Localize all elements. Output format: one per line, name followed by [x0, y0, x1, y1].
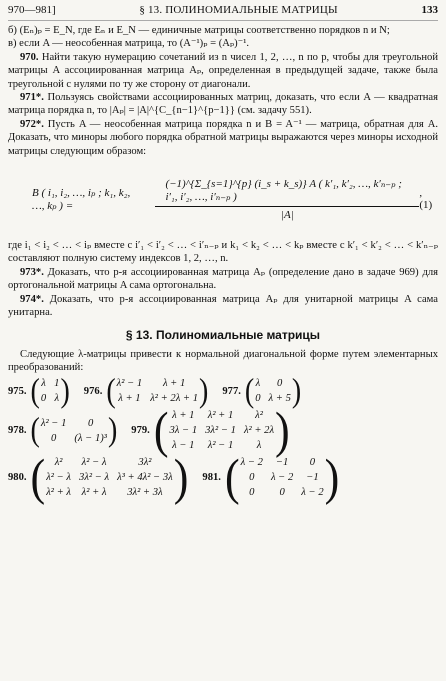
lambda-matrix: [244, 372, 302, 410]
matrix-cell: 3λ² + 3λ: [127, 487, 163, 499]
matrix-cell: λ − 1: [172, 440, 195, 452]
matrix-cell: λ² + λ: [46, 487, 72, 499]
matrix-cell: 0: [50, 432, 57, 444]
matrix-cell: 0: [249, 472, 255, 484]
matrix-cell: (λ − 1)³: [74, 432, 107, 444]
exercise-978: [8, 412, 118, 450]
equation-number: , (1): [419, 187, 433, 212]
right-paren: ): [199, 372, 209, 410]
header-chapter: § 13. ПОЛИНОМИАЛЬНЫЕ МАТРИЦЫ: [139, 4, 338, 16]
exercise-980: [8, 449, 189, 506]
running-header: [8, 4, 438, 21]
matrix-cell: 0: [279, 487, 285, 499]
right-paren: ): [60, 372, 70, 410]
exercise-number: 978.: [8, 425, 27, 437]
right-paren: ): [107, 412, 118, 450]
matrix-cell: 1: [54, 378, 60, 390]
problems-text-block: [8, 24, 438, 158]
problem-970: [8, 51, 438, 91]
matrix-cell: −1: [306, 472, 319, 484]
problem-text: Доказать, что p-я ассоциированная матрица Aₚ для унитарной матрицы A сама унитарна.: [8, 293, 438, 319]
exercise-number: 977.: [222, 385, 241, 397]
matrix-cell: 3λ² − λ: [79, 472, 110, 484]
after-formula-block: [8, 239, 438, 319]
left-paren: (: [30, 449, 46, 506]
problem-text: Найти такую нумерацию сочетаний из n чисел 1, 2, …, n по p, чтобы для треугольной матрицы A ассоциированная матрица Aₚ, определенная в предыдущей задаче, также была треугольной с нулями по ту же сторону от диагонали.: [8, 51, 438, 90]
left-paren: (: [30, 372, 40, 410]
header-range: 970—981]: [8, 4, 56, 16]
matrix-cell: λ + 1: [118, 393, 141, 405]
left-paren: (: [244, 372, 255, 410]
matrix-cell: λ² − 1: [40, 417, 67, 429]
exercise-number: 981.: [202, 472, 221, 484]
matrix-cell: λ − 2: [301, 487, 324, 499]
matrix-cell: λ² + λ: [81, 487, 107, 499]
problem-text: Пусть A — неособенная матрица порядка n и B = A⁻¹ — матрица, обратная для A. Доказать, что миноры любого порядка обратной матрицы выражаются через миноры исходной матрицы следующим образом:: [8, 118, 438, 157]
matrix-cell: 0: [277, 378, 283, 390]
left-paren: (: [30, 412, 40, 450]
matrix-cell: λ: [255, 378, 261, 390]
problem-972: [8, 118, 438, 158]
matrix-cell: λ²: [255, 410, 263, 422]
formula-fraction: [155, 177, 419, 221]
exercise-number: 976.: [83, 385, 103, 397]
matrix-cell: λ² − 1: [116, 378, 143, 390]
exercise-row: [8, 449, 438, 506]
matrix-cell: λ² + 2λ + 1: [150, 393, 199, 405]
exercise-976: [83, 372, 209, 410]
matrix-cell: 3λ²: [138, 457, 152, 469]
matrix-cell: 0: [309, 457, 316, 469]
exercise-number: 980.: [8, 472, 27, 484]
matrix-cell: 3λ² − 1: [205, 425, 236, 437]
matrix-cell: λ² − λ: [81, 457, 107, 469]
problem-number: 973*.: [20, 266, 44, 278]
formula-lhs: B ( i₁, i₂, …, iₚ ; k₁, k₂, …, kₚ ) =: [32, 187, 131, 213]
problem-text: Пользуясь свойствами ассоциированных матриц, доказать, что если A — квадратная матрица порядка n, то |Aₚ| = |A|^{C_{n−1}^{p−1}} (см. задачу 551).: [8, 92, 438, 117]
exercise-row: [8, 372, 438, 410]
paragraph-where: где i₁ < i₂ < … < iₚ вместе с i′₁ < i′₂ < … < i′ₙ₋ₚ и k₁ < k₂ < … < kₚ вместе с k′₁ < k′₂ < … < k′ₙ₋ₚ составляют полную систему индексов 1, 2, …, n.: [8, 240, 438, 265]
problem-974: [8, 293, 438, 320]
matrix-cell: 0: [88, 417, 94, 429]
right-paren: ): [275, 402, 290, 459]
right-paren: ): [324, 449, 340, 506]
problem-number: 972*.: [20, 118, 44, 130]
problem-971: [8, 91, 438, 118]
section-intro: [8, 348, 438, 375]
matrix-cell: λ: [54, 393, 60, 405]
formula-numerator: (−1)^{Σ_{s=1}^{p} (i_s + k_s)} A ( k′₁, k′₂, …, k′ₙ₋ₚ ; i′₁, i′₂, …, i′ₙ₋ₚ ): [155, 177, 419, 207]
lambda-matrix: [224, 449, 340, 506]
exercise-975: [8, 372, 70, 410]
matrix-cell: 0: [249, 487, 255, 499]
lambda-matrix: [30, 449, 189, 506]
right-paren: ): [291, 372, 302, 410]
exercise-number: 975.: [8, 385, 27, 397]
lambda-matrix: [30, 372, 70, 410]
paragraph-b: б) (Eₙ)ₚ = E_N, где Eₙ и E_N — единичные матрицы соответственно порядков n и N;: [8, 25, 390, 36]
matrix-cell: λ: [256, 440, 262, 452]
exercise-row: [8, 402, 438, 459]
lambda-matrix: [30, 412, 118, 450]
exercise-number: 979.: [131, 425, 150, 437]
right-paren: ): [173, 449, 189, 506]
matrix-cell: 0: [255, 393, 261, 405]
matrix-cell: λ + 5: [268, 393, 291, 405]
exercise-981: [202, 449, 340, 506]
matrix-cell: λ²: [54, 457, 63, 469]
matrix-cell: λ² − λ: [46, 472, 72, 484]
problem-number: 971*.: [20, 92, 44, 104]
matrix-cell: λ² + 2λ: [243, 425, 275, 437]
matrix-cell: 0: [40, 393, 47, 405]
left-paren: (: [106, 372, 116, 410]
matrix-cell: λ − 2: [270, 472, 294, 484]
matrix-cell: λ² − 1: [207, 440, 234, 452]
matrix-cell: −1: [275, 457, 289, 469]
matrix-cell: λ² + 1: [207, 410, 234, 422]
matrix-cell: λ − 2: [240, 457, 263, 469]
problem-number: 970.: [20, 51, 39, 63]
formula-denominator: |A|: [281, 209, 294, 222]
matrix-cell: λ³ + 4λ² − 3λ: [117, 472, 173, 484]
matrix-cell: λ + 1: [162, 378, 186, 390]
problem-number: 974*.: [20, 293, 44, 305]
section-heading: § 13. Полиномиальные матрицы: [125, 327, 321, 342]
matrix-cell: λ: [41, 378, 46, 390]
left-paren: (: [224, 449, 240, 506]
exercise-list: [8, 372, 438, 506]
page-number: 133: [421, 4, 438, 16]
problem-973: [8, 266, 438, 293]
intro-text: Следующие λ-матрицы привести к нормальной диагональной форме путем элементарных преобразований:: [8, 348, 438, 373]
exercise-979: [131, 402, 290, 459]
lambda-matrix: [153, 402, 290, 459]
problem-text: Доказать, что p-я ассоциированная матрица Aₚ (определение дано в задаче 969) для ортогональной матрицы A сама ортогональна.: [8, 266, 438, 292]
matrix-cell: 3λ − 1: [169, 425, 198, 437]
matrix-cell: λ + 1: [172, 410, 195, 422]
paragraph-v: в) если A — неособенная матрица, то (A⁻¹)ₚ = (Aₚ)⁻¹.: [8, 38, 250, 50]
left-paren: (: [153, 402, 169, 459]
formula-1: [8, 162, 438, 236]
